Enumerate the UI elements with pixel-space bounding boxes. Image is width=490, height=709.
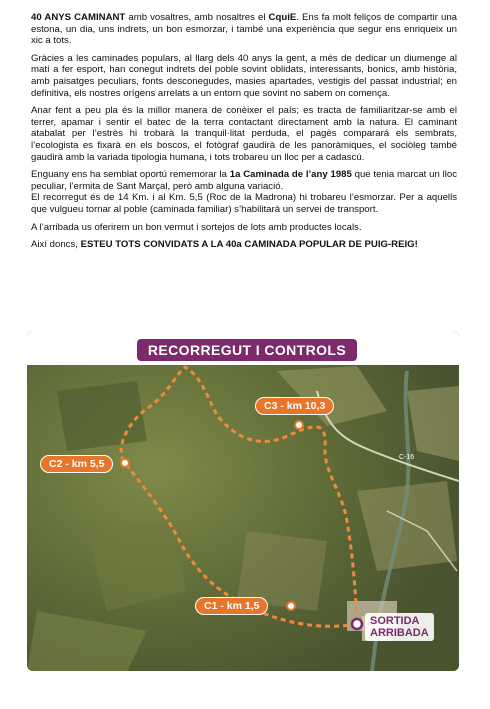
invitation-bold: ESTEU TOTS CONVIDATS A LA 40a CAMINADA POPULAR DE PUIG-REIG! [80,239,418,251]
walking-paragraph: Anar fent a peu pla és la millor manera de conèixer el país; es tracta de familiaritzar-se amb el terrer, apamar i sentir el batec de la terra contactant directament amb la natura. El caminant atabalat per l’estrès hi trobarà la tranquil·litat perduda, el pagès comparará els sembrats, l’ecologista es fixarà en els boscos, el fotògraf gaudirà de les panoràmiques, el sociòleg també gaudirà amb la variada tipologia humana, i tots trobareu un lloc per a cadascú. [31,105,457,163]
checkpoint-c3-label: C3 - km 10,3 [255,397,334,415]
map-title: RECORREGUT I CONTROLS [137,339,357,361]
invitation-text: Així doncs, [31,239,81,251]
intro-text-1: amb vosaltres, amb nosaltres el [125,12,269,23]
commemoration-bold: 1a Caminada de l’any 1985 [229,169,352,181]
commemoration-paragraph [31,169,457,192]
route-map [27,331,459,671]
intro-paragraph [31,12,457,47]
commemoration-text-2: que tenia marcat un lloc peculiar, l’ermita de Sant Marçal, però amb alguna variació. [31,169,457,192]
start-label: SORTIDA [370,615,420,627]
invitation-paragraph [31,239,457,251]
start-finish-label [365,613,434,641]
intro-text-2: . Ens fa molt feliços de compartir una estona, un dia, uns indrets, un bon esmorzar, i també una experiència que segur ens enriqueix un xic a tots. [31,12,457,47]
arrival-paragraph: A l’arribada us oferirem un bon vermut i sortejos de lots amb productes locals. [31,221,362,233]
map-banner [27,331,459,365]
checkpoint-c1-label: C1 - km 1,5 [195,597,268,615]
article-text [31,12,457,257]
finish-label: ARRIBADA [370,627,429,639]
checkpoint-c2-label: C2 - km 5,5 [40,455,113,473]
history-paragraph: Gràcies a les caminades populars, al llarg dels 40 anys la gent, a més de dedicar un diumenge al matí a fer esport, han conegut indrets del poble sovint oblidats, interessants, bonics, amb història, amb paisatges peculiars, fonts desconegudes, masies apartades, vestigis del passat industrial; en definitiva, els nostres orígens arrelats a un entorn que sovint no sabem on comença. [31,52,457,99]
intro-bold-org: CquiE [268,12,297,23]
route-paragraph: El recorregut és de 14 Km. i al Km. 5,5 (Roc de la Madrona) hi trobareu l’esmorzar. Per a aquells que vulgueu tornar al poble (caminada familiar) s’habilitarà un servei de transport. [31,192,457,215]
road-label: C-16 [399,454,415,461]
intro-bold-title: 40 ANYS CAMINANT [31,12,126,23]
commemoration-text-1: Enguany ens ha semblat oportú rememorar la [31,169,230,181]
